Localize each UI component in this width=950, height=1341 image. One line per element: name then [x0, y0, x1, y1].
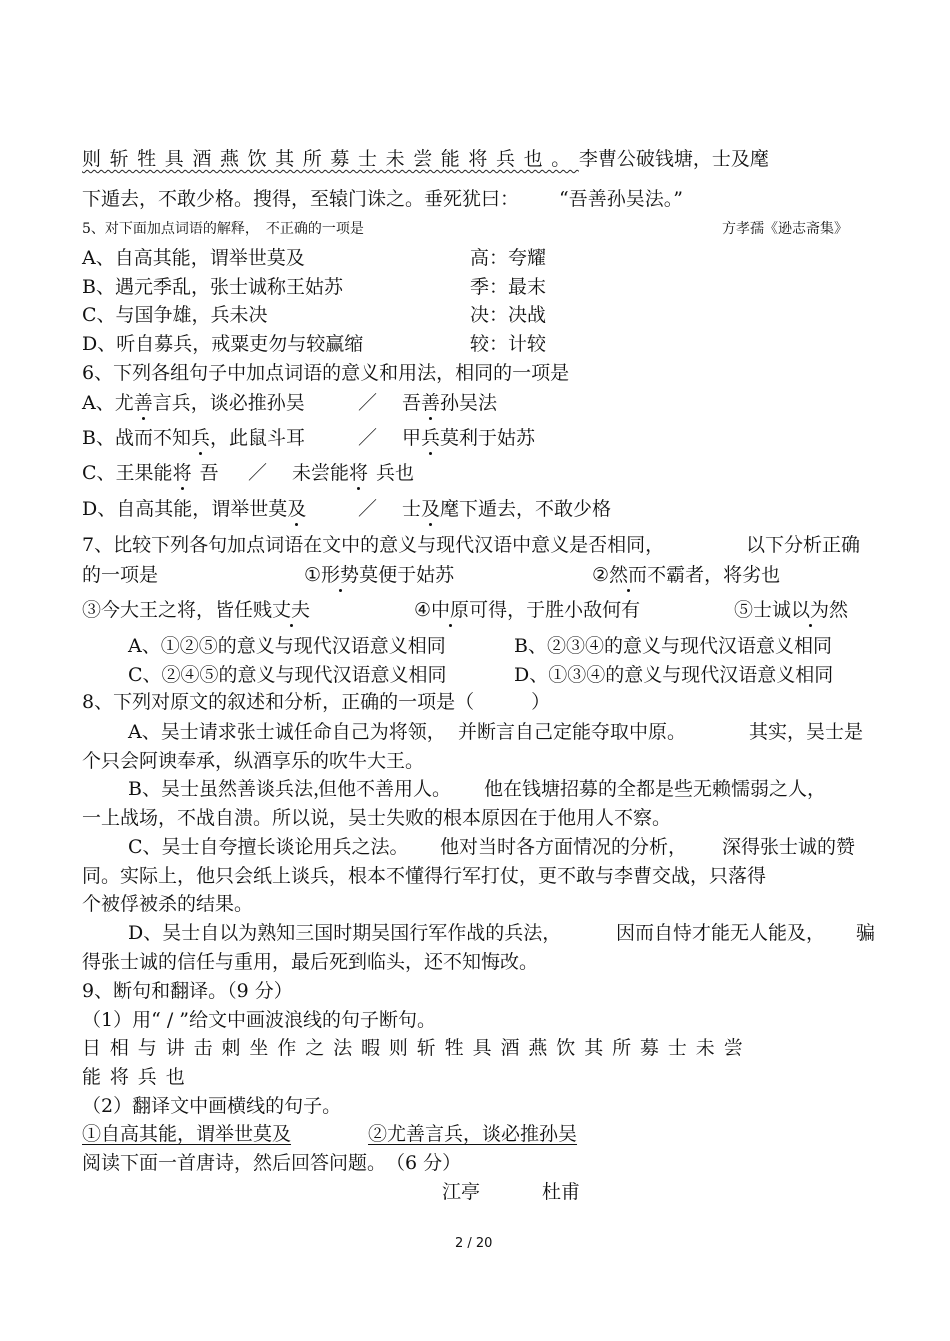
emphasis-dot-word: 及	[421, 498, 441, 520]
q6-option-d-separator: ／	[358, 498, 378, 520]
q9-part-2: （2）翻译文中画横线的句子。	[82, 1095, 342, 1117]
q7-item-3: ③今大王之将，皆任贱丈夫	[82, 599, 311, 621]
q8-option-b-part-1: B、吴士虽然善谈兵法，	[128, 778, 332, 800]
q9-translation-sentence-2: ②尤善言兵，谈必推孙吴	[368, 1123, 578, 1145]
q8-option-c-part-2: 他对当时各方面情况的分析，	[440, 836, 688, 858]
q7-item-4: ④中原可得，于胜小敌何有	[414, 599, 641, 621]
q6-option-a-separator: ／	[358, 392, 378, 414]
q7-item-5: ⑤士诚以为然	[734, 599, 849, 621]
q9-part-1: （1）用“ / ”给文中画波浪线的句子断句。	[82, 1009, 436, 1031]
q8-option-c-part-3: 深得张士诚的赞	[722, 836, 856, 858]
q8-option-d-part-4: 得张士诚的信任与重用，最后死到临头，还不知悔改。	[82, 951, 539, 973]
passage-line-1: 则斩牲具酒燕饮其所募士未尝能将兵也。李曹公破钱塘，士及麾	[82, 148, 769, 170]
page-number: 2 / 20	[455, 1236, 493, 1251]
poem-author: 杜甫	[542, 1181, 581, 1203]
q7-item-2: ②然而不霸者，将劣也	[592, 564, 781, 586]
q8-option-b-part-4: 一上战场，不战自溃。所以说，吴士失败的根本原因在于他用人不察。	[82, 807, 672, 829]
emphasis-dot-word: 兵	[190, 427, 210, 449]
emphasis-dot-word: 以为	[791, 599, 830, 621]
q7-stem-part-2: 以下分析正确	[746, 534, 861, 556]
emphasis-dot-word: 善	[133, 392, 153, 414]
passage-line-2: 下遁去，不敢少格。搜得，至辕门诛之。垂死犹曰： “吾善孙吴法。”	[82, 188, 683, 210]
q6-option-b-second: 甲兵莫利于姑苏	[402, 427, 536, 449]
q9-translation-sentence-1: ①自高其能，谓举世莫及	[82, 1123, 292, 1145]
q7-option-b: B、②③④的意义与现代汉语意义相同	[514, 635, 832, 657]
emphasis-dot-word: 兵	[421, 427, 441, 449]
q5-option-a: A、自高其能，谓举世莫及	[82, 247, 305, 269]
q8-option-c-part-1: C、吴士自夸擅长谈论用兵之法。	[128, 836, 409, 858]
q8-option-b-part-3: 他在钱塘招募的全都是些无赖懦弱之人，	[484, 778, 827, 800]
emphasis-dot-word: 丈夫	[272, 599, 311, 621]
emphasis-dot-word: 将	[349, 462, 369, 484]
q6-option-a-second: 吾善孙吴法	[402, 392, 498, 414]
q8-option-c-part-5: 个被俘被杀的结果。	[82, 893, 254, 915]
q7-stem-part-3: 的一项是	[82, 564, 159, 586]
emphasis-dot-word: 中原	[431, 599, 470, 621]
q6-stem: 6、下列各组句子中加点词语的意义和用法，相同的一项是	[82, 362, 570, 384]
q8-option-a-part-4: 个只会阿谀奉承，纵酒享乐的吹牛大王。	[82, 750, 425, 772]
q5-option-c: C、与国争雄，兵未决	[82, 304, 268, 326]
q5-option-d-gloss: 较：计较	[470, 333, 547, 355]
q8-option-d-part-3: 骗	[856, 922, 876, 944]
q6-option-c-separator: ／	[248, 462, 268, 484]
q9-punctuation-sequence-2: 能将兵也	[82, 1066, 194, 1088]
emphasis-dot-word: 及	[287, 498, 307, 520]
q5-option-c-gloss: 决：决战	[470, 304, 547, 326]
wavy-underlined-sentence: 则斩牲具酒燕饮其所募士未尝能将兵也。	[82, 148, 579, 170]
q7-option-a: A、①②⑤的意义与现代汉语意义相同	[128, 635, 446, 657]
q5-option-b-gloss: 季：最末	[470, 276, 547, 298]
emphasis-dot-word: 善	[421, 392, 441, 414]
q5-stem: 5、对下面加点词语的解释， 不正确的一项是	[82, 221, 364, 237]
q5-option-b: B、遇元季乱，张士诚称王姑苏	[82, 276, 343, 298]
emphasis-dot-word: 形势	[321, 564, 360, 586]
source-citation: 方孝孺《逊志斋集》	[722, 221, 848, 237]
q7-item-1: ①形势莫便于姑苏	[304, 564, 455, 586]
q9-stem: 9、断句和翻译。（9 分）	[82, 980, 293, 1002]
q5-option-d: D、听自募兵，戒粟吏勿与较赢缩	[82, 333, 364, 355]
q6-option-d-second: 士及麾下遁去，不敢少格	[402, 498, 612, 520]
q8-option-d-part-2: 因而自恃才能无人能及，	[616, 922, 826, 944]
q7-option-c: C、②④⑤的意义与现代汉语意义相同	[128, 664, 447, 686]
q8-option-d-part-1: D、吴士自以为熟知三国时期吴国行军作战的兵法，	[128, 922, 562, 944]
q8-option-b-part-2: 但他不善用人。	[318, 778, 452, 800]
q6-option-d: D、自高其能，谓举世莫及	[82, 498, 307, 520]
q6-option-b: B、战而不知兵，此鼠斗耳	[82, 427, 306, 449]
q6-option-b-separator: ／	[358, 427, 378, 449]
emphasis-dot-word: 将	[172, 462, 192, 484]
q8-option-a-part-3: 其实，吴士是	[749, 721, 864, 743]
emphasis-dot-word: 然而	[609, 564, 648, 586]
q8-option-a-part-1: A、吴士请求张士诚任命自己为将领，	[128, 721, 446, 743]
q8-option-a-part-2: 并断言自己定能夺取中原。	[458, 721, 687, 743]
q8-option-c-part-4: 同。实际上，他只会纸上谈兵，根本不懂得行军打仗，更不敢与李曹交战，只落得	[82, 865, 767, 887]
q8-stem: 8、下列对原文的叙述和分析，正确的一项是（ ）	[82, 691, 551, 713]
q9-punctuation-sequence-1: 日相与讲击刺坐作之法暇则斩牲具酒燕饮其所募士未尝	[82, 1037, 752, 1059]
q7-stem-part-1: 7、比较下列各句加点词语在文中的意义与现代汉语中意义是否相同，	[82, 534, 665, 556]
poem-title: 江亭	[442, 1181, 481, 1203]
q6-option-c: C、王果能将 吾	[82, 462, 219, 484]
q6-option-c-second: 未尝能将 兵也	[292, 462, 415, 484]
q5-option-a-gloss: 高：夸耀	[470, 247, 547, 269]
q6-option-a: A、尤善言兵，谈必推孙吴	[82, 392, 305, 414]
q7-option-d: D、①③④的意义与现代汉语意义相同	[514, 664, 834, 686]
poem-intro: 阅读下面一首唐诗，然后回答问题。 （6 分）	[82, 1152, 462, 1174]
